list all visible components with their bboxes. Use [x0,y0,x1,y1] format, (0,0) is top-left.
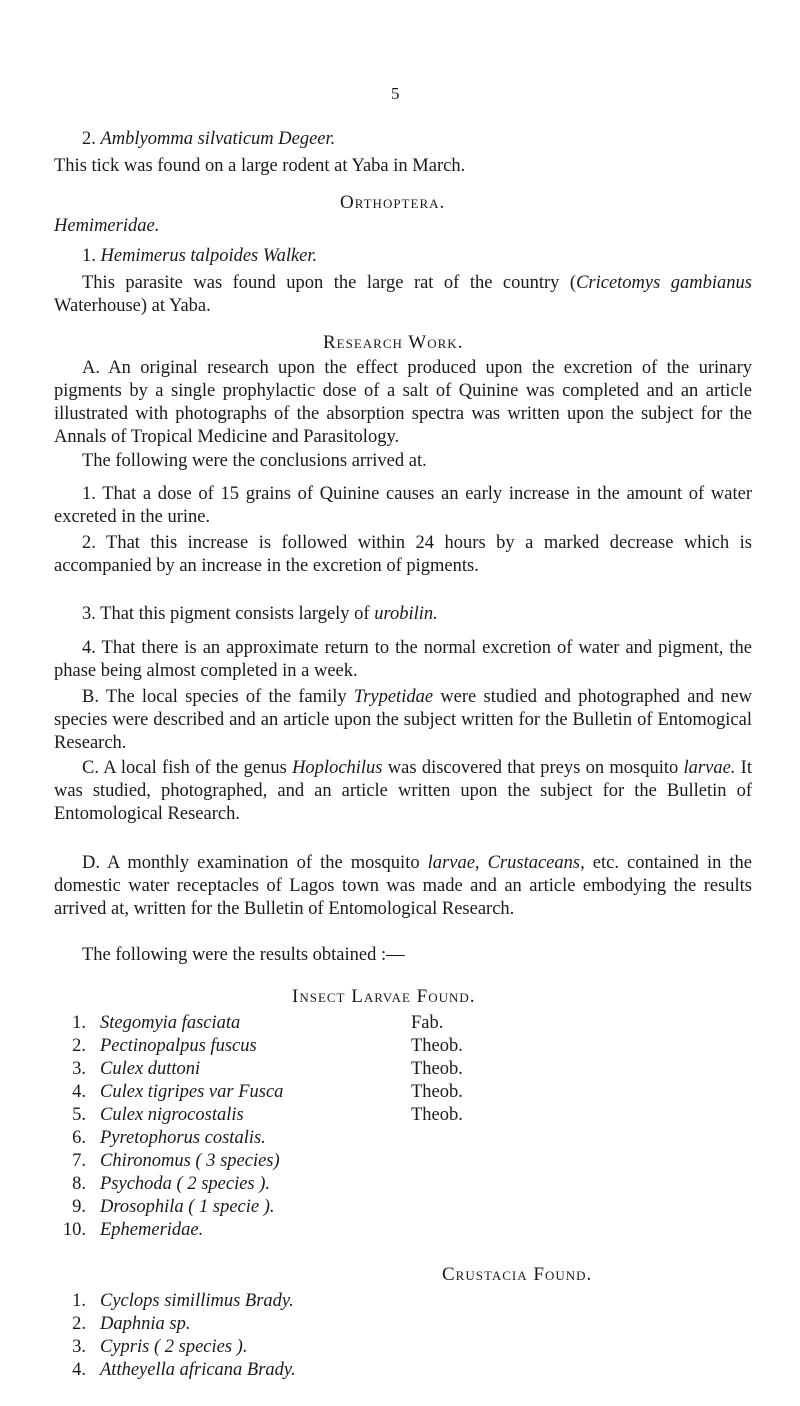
section-heading-insect-larvae: Insect Larvae Found. [292,986,476,1007]
research-para-c [54,757,752,826]
species-author: Theob. [411,1082,463,1102]
list-item [56,1058,463,1081]
text-part: were studied and photographed and new species were described and an article upon the subject written for the Bulletin of Entomogical Research. [54,687,752,753]
results-intro: The following were the results obtained :— [82,945,405,965]
species-name: Ephemeridae. [100,1220,204,1240]
species-name: Psychoda ( 2 species ). [100,1174,271,1194]
page-number: 5 [391,84,400,103]
species-name: Culex duttoni [100,1059,201,1079]
list-item [56,1359,296,1382]
list-item [56,1336,296,1359]
text-italic: Trypetidae [353,687,434,707]
item-number: 9. [72,1197,86,1217]
species-name: Pectinopalpus fuscus [100,1036,257,1056]
species-name: Hemimerus talpoides Walker. [100,246,318,266]
text-part: It was studied, photographed, and an article written upon the subject for the Bulletin of Entomological Research. [54,758,752,824]
species-name: Daphnia sp. [100,1314,191,1334]
list-item [56,1290,296,1313]
text-italic: larvae. [683,758,736,778]
conclusion-2: 2. That this increase is followed within 24 hours by a marked decrease which is accompanied by an increase in the excretion of pigments. [54,533,752,576]
item-number: 4. [72,1082,86,1102]
list-item [56,1035,463,1058]
item-number: 5. [72,1105,86,1125]
text-italic: urobilin. [374,604,438,624]
list-item [56,1150,283,1173]
list-item [56,1127,283,1150]
list-item [56,1081,463,1104]
text-italic: larvae, Crustaceans, [427,853,585,873]
entry-text: This tick was found on a large rodent at Yaba in March. [54,156,466,176]
text-italic: Hoplochilus [292,758,383,778]
item-number: 4. [72,1360,86,1380]
species-entry [82,245,317,268]
species-name: Stegomyia fasciata [100,1013,241,1033]
conclusion-3 [54,603,752,626]
species-author: Fab. [411,1013,444,1033]
list-item [56,1173,283,1196]
text-part: Waterhouse) at Yaba. [54,296,211,316]
text-part: etc. contained in the domestic water receptacles of Lagos town was made and an article embodying the results arrived at, written for the Bulletin of Entomological Research. [54,853,752,919]
list-item [56,1104,463,1127]
species-name: Attheyella africana Brady. [100,1360,296,1380]
species-name: Drosophila ( 1 specie ). [100,1197,275,1217]
species-author: Theob. [411,1059,463,1079]
item-number: 1. [72,1291,86,1311]
species-name: Pyretophorus costalis. [100,1128,266,1148]
research-para-b [54,686,752,755]
entry-number: 1. [82,246,96,266]
insect-larvae-list [56,1012,463,1242]
species-name: Cyclops simillimus Brady. [100,1291,294,1311]
item-number: 3. [72,1059,86,1079]
list-item [56,1219,283,1242]
text-italic: Cricetomys gambianus [576,273,753,293]
text-part: D. A monthly examination of the mosquito [82,853,428,873]
research-para-d [54,852,752,921]
conclusions-intro: The following were the conclusions arrived at. [82,451,427,471]
species-name: Culex tigripes var Fusca [100,1082,284,1102]
item-number: 2. [72,1036,86,1056]
text-part: B. The local species of the family [82,687,354,707]
crustacia-list [56,1290,296,1382]
family-name [54,215,159,238]
list-item [56,1196,283,1219]
item-number: 2. [72,1314,86,1334]
item-number: 1. [72,1013,86,1033]
species-name: Chironomus ( 3 species) [100,1151,280,1171]
conclusion-1: 1. That a dose of 15 grains of Quinine causes an early increase in the amount of water excreted in the urine. [54,484,752,527]
text-part: C. A local fish of the genus [82,758,293,778]
entry-number: 2. [82,129,96,149]
conclusion-4: 4. That there is an approximate return to the normal excretion of water and pigment, the phase being almost completed in a week. [54,638,752,681]
section-heading-crustacia: Crustacia Found. [442,1264,593,1285]
text-part: This parasite was found upon the large rat of the country ( [82,273,577,293]
text-part: was discovered that preys on mosquito [382,758,684,778]
item-number: 8. [72,1174,86,1194]
list-item [56,1012,444,1035]
orthoptera-text [54,272,752,318]
research-para-a: A. An original research upon the effect produced upon the excretion of the urinary pigments by a single prophylactic dose of a salt of Quinine was completed and an article illustrated with photographs of the absorption spectra was written upon the subject for the Annals of Tropical Medicine and Parasitology. [54,358,752,447]
species-author: Theob. [411,1105,463,1125]
section-heading-orthoptera: Orthoptera. [340,192,446,213]
species-author: Theob. [411,1036,463,1056]
item-number: 10. [62,1220,86,1240]
list-item [56,1313,296,1336]
text-part: 3. That this pigment consists largely of [82,604,375,624]
family-label: Hemimeridae. [54,216,160,236]
species-name: Amblyomma silvaticum Degeer. [100,129,336,149]
item-number: 7. [72,1151,86,1171]
species-name: Cypris ( 2 species ). [100,1337,248,1357]
species-entry [82,128,335,151]
item-number: 3. [72,1337,86,1357]
item-number: 6. [72,1128,86,1148]
section-heading-research: Research Work. [323,332,464,353]
species-name: Culex nigrocostalis [100,1105,244,1125]
